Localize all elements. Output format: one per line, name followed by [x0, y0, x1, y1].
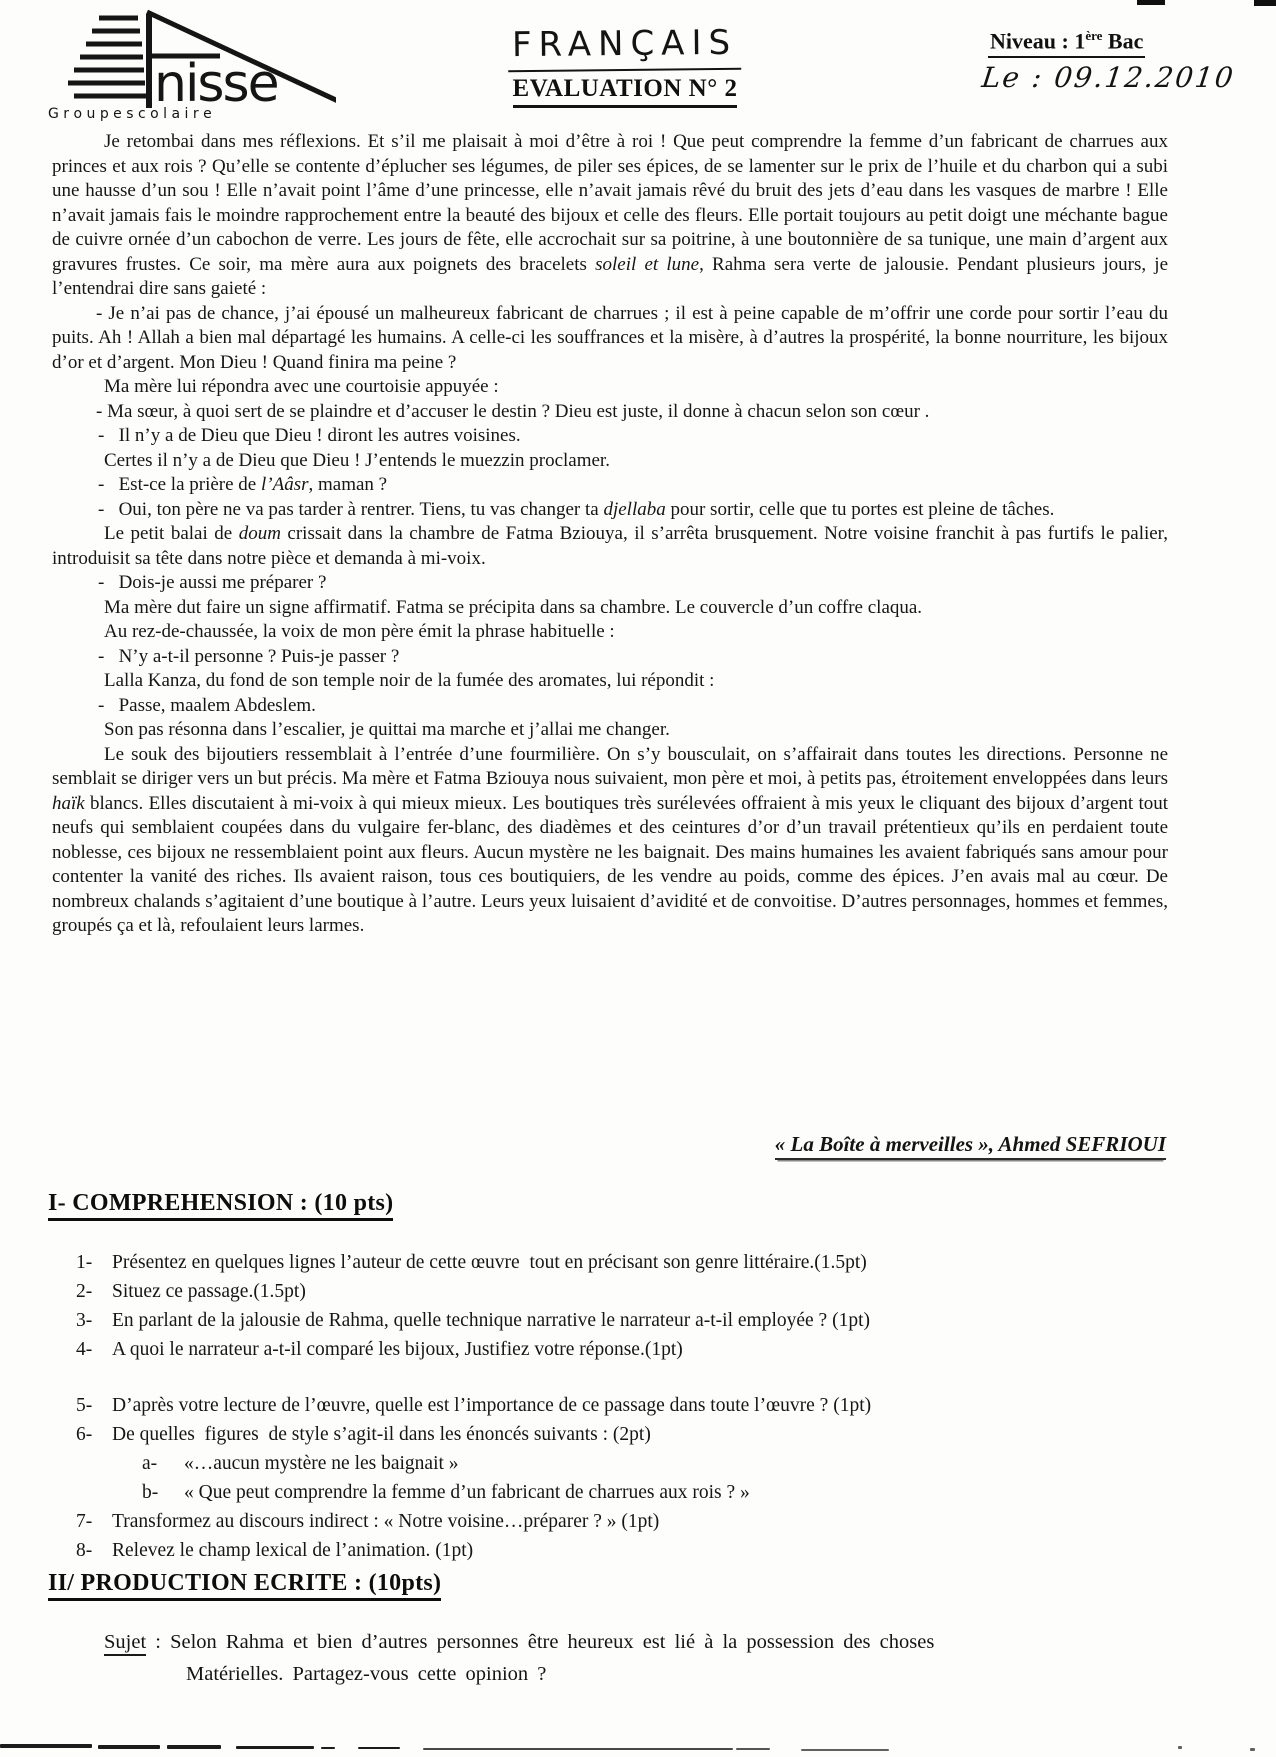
question-number: 8-	[76, 1540, 93, 1561]
passage-paragraph: - N’y a-t-il personne ? Puis-je passer ?	[98, 645, 400, 667]
question-text: D’après votre lecture de l’œuvre, quelle est l’importance de ce passage dans toute l’œuvre ? (1pt)	[112, 1395, 872, 1416]
essay-subject-line1: Sujet : Selon Rahma et bien d’autres personnes être heureux est lié à la possession des choses	[104, 1626, 1164, 1658]
question-text: Situez ce passage.(1.5pt)	[112, 1281, 306, 1302]
subject-handwritten: FRANÇAIS	[508, 23, 742, 72]
question-sub-item	[142, 1449, 1146, 1478]
logo-speed-lines	[68, 18, 146, 96]
passage-paragraph: Ma mère dut faire un signe affirmatif. Fatma se précipita dans sa chambre. Le couvercle d’un coffre claqua.	[104, 596, 923, 618]
question-sub-text: « Que peut comprendre la femme d’un fabricant de charrues aux rois ? »	[184, 1482, 750, 1503]
passage-paragraph: - Je n’ai pas de chance, j’ai épousé un malheureux fabricant de charrues ; il est à peine capable de m’offrir une corde pour sortir l’eau du puits. Ah ! Allah a bien mal départagé les humains. A celle-ci les souffrances et la misère, à d’autres la prospérité, la bonne nourriture, les bijoux d’or et d’argent. Mon Dieu ! Quand finira ma peine ?	[52, 302, 1173, 373]
comprehension-heading: I- COMPREHENSION : (10 pts)	[48, 1190, 393, 1221]
logo-subtitle: G r o u p e s c o l a i r e	[48, 106, 212, 122]
question-item	[76, 1420, 1146, 1449]
question-item	[76, 1507, 1146, 1536]
level-label: Niveau : 1ère Bac	[988, 28, 1145, 58]
question-text: De quelles figures de style s’agit-il dans les énoncés suivants : (2pt)	[112, 1424, 651, 1445]
question-sub-number: b-	[142, 1482, 159, 1503]
question-text: A quoi le narrateur a-t-il comparé les bijoux, Justifiez votre réponse.(1pt)	[112, 1339, 683, 1360]
question-item	[76, 1306, 1146, 1335]
header-right	[979, 28, 1248, 95]
question-text: Présentez en quelques lignes l’auteur de cette œuvre tout en précisant son genre littéraire.(1.5pt)	[112, 1252, 867, 1273]
passage-paragraph: Lalla Kanza, du fond de son temple noir de la fumée des aromates, lui répondit :	[104, 670, 715, 691]
passage	[52, 130, 1173, 939]
scan-artifact-top-corner	[1254, 0, 1276, 6]
passage-paragraph: Ma mère lui répondra avec une courtoisie appuyée :	[104, 376, 499, 397]
question-number: 7-	[76, 1511, 93, 1532]
question-text: Relevez le champ lexical de l’animation. (1pt)	[112, 1540, 474, 1561]
scan-artifact-top	[1137, 0, 1165, 5]
question-number: 4-	[76, 1339, 93, 1360]
passage-paragraph: - Dois-je aussi me préparer ?	[98, 572, 327, 593]
essay-subject	[104, 1626, 1164, 1690]
logo-text: nisse	[154, 54, 278, 114]
question-number: 5-	[76, 1395, 93, 1416]
question-item	[76, 1391, 1146, 1420]
question-number: 2-	[76, 1281, 93, 1302]
passage-attribution: « La Boîte à merveilles », Ahmed SEFRIOUI	[775, 1132, 1166, 1160]
passage-paragraph: - Il n’y a de Dieu que Dieu ! diront les autres voisines.	[98, 425, 521, 446]
passage-paragraph: Le souk des bijoutiers ressemblait à l’entrée d’une fourmilière. On s’y bousculait, on s’affairait dans toutes les directions. Personne ne semblait se diriger vers un but précis. Ma mère et Fatma Bziouya nous suivaient, mon père et moi, à petits pas, étroitement enveloppées dans leurs haïk blancs. Elles discutaient à mi-voix à qui mieux mieux. Les boutiques très surélevées offraient à mis yeux le cliquant des bijoux d’argent tout neufs qui semblaient coupées dans du vulgaire fer-blanc, des diadèmes et des ceintures d’or d’un travail prétentieux qu’ils en perdaient toute noblesse, ces bijoux ne ressemblaient point aux fleurs. Aucun mystère ne les baignait. Des mains humaines les avaient fabriqués sans amour pour contenter la vanité des riches. Ils avaient raison, tous ces boutiquiers, de les vendre au poids, comme des épices. J’en avais mal au cœur. De nombreux chalands s’agitaient d’une boutique à l’autre. Leurs yeux luisaient d’avidité et de convoitise. D’autres personnages, hommes et femmes, groupés ça et là, refoulaient leurs larmes.	[52, 743, 1173, 936]
passage-paragraph: Certes il n’y a de Dieu que Dieu ! J’entends le muezzin proclamer.	[104, 449, 610, 471]
scan-artifact-bottom-line	[0, 1744, 1276, 1752]
question-item	[76, 1277, 1146, 1306]
question-number: 1-	[76, 1252, 93, 1273]
question-number: 3-	[76, 1310, 93, 1331]
essay-subject-line2: Matérielles. Partagez-vous cette opinion ?	[186, 1663, 547, 1685]
question-item	[76, 1248, 1146, 1277]
passage-paragraph: Son pas résonna dans l’escalier, je quittai ma marche et j’allai me changer.	[104, 719, 670, 740]
level-superscript: ère	[1085, 28, 1103, 43]
production-heading: II/ PRODUCTION ECRITE : (10pts)	[48, 1570, 441, 1601]
essay-subject-label: Sujet	[104, 1631, 146, 1656]
question-sub-number: a-	[142, 1453, 158, 1474]
evaluation-title: EVALUATION N° 2	[513, 75, 738, 108]
question-sub-text: «…aucun mystère ne les baignait »	[184, 1453, 459, 1474]
passage-paragraph: - Passe, maalem Abdeslem.	[98, 694, 316, 716]
passage-paragraph: - Est-ce la prière de l’Aâsr, maman ?	[98, 474, 388, 495]
passage-paragraph: Je retombai dans mes réflexions. Et s’il me plaisait à moi d’être à roi ! Que peut comprendre la femme d’un fabricant de charrues aux princes et aux rois ? Qu’elle se contente d’éplucher ses légumes, de piler ses épices, de se lamenter sur le prix de l’huile et du charbon qui a subi une hausse d’un sou ! Elle n’avait point l’âme d’une princesse, elle n’avait jamais rêvé du bruit des jets d’eau dans les vasques de marbre ! Elle n’avait jamais fais le moindre rapprochement entre la beauté des bijoux et celle des fleurs. Elle portait toujours au petit doigt une méchante bague de cuivre ornée d’un cabochon de verre. Les jours de fête, elle accrochait sur sa poitrine, à une boutonnière de sa tunique, une main d’argent aux gravures frustes. Ce soir, ma mère aura aux poignets des bracelets soleil et lune, Rahma sera verte de jalousie. Pendant plusieurs jours, je l’entendrai dire sans gaieté :	[52, 131, 1173, 299]
question-item	[76, 1335, 1146, 1364]
school-logo	[36, 4, 336, 126]
passage-paragraph: - Oui, ton père ne va pas tarder à rentrer. Tiens, tu vas changer ta djellaba pour sortir, celle que tu portes est pleine de tâches.	[98, 498, 1055, 520]
header-center	[465, 24, 785, 108]
passage-paragraph: - Ma sœur, à quoi sert de se plaindre et d’accuser le destin ? Dieu est juste, il donne à chacun selon son cœur .	[96, 400, 930, 422]
questions-list	[76, 1248, 1146, 1565]
passage-paragraph: Le petit balai de doum crissait dans la chambre de Fatma Bziouya, il s’arrêta brusquement. Notre voisine franchit à pas furtifs le palier, introduisit sa tête dans notre pièce et demanda à mi-voix.	[52, 523, 1173, 569]
passage-paragraph: Au rez-de-chaussée, la voix de mon père émit la phrase habituelle :	[104, 621, 615, 642]
question-number: 6-	[76, 1424, 93, 1445]
question-text: Transformez au discours indirect : « Notre voisine…préparer ? » (1pt)	[112, 1511, 660, 1532]
question-sub-item	[142, 1478, 1146, 1507]
question-text: En parlant de la jalousie de Rahma, quelle technique narrative le narrateur a-t-il employée ? (1pt)	[112, 1310, 870, 1331]
question-item	[76, 1536, 1146, 1565]
date-handwritten: Le : 09.12.2010	[979, 61, 1237, 95]
